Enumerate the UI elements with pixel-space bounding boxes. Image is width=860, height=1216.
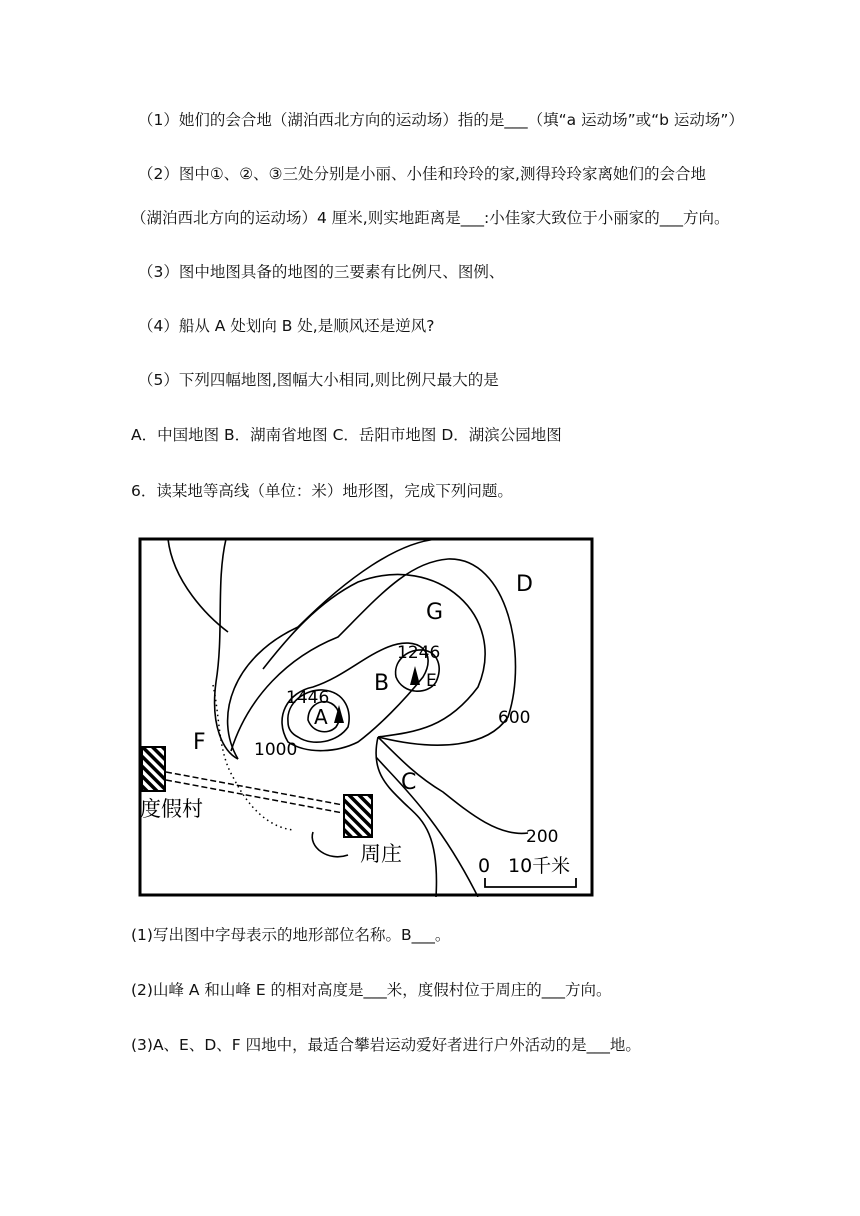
q6-sub3: (3)A、E、D、F 四地中，最适合攀岩运动爱好者进行户外活动的是___地。 <box>131 1036 641 1054</box>
label-e: E <box>426 671 437 691</box>
q5-sub2-line2: （湖泊西北方向的运动场）4 厘米,则实地距离是___:小佳家大致位于小丽家的___方向。 <box>131 209 730 227</box>
contour-label-200: 200 <box>526 827 559 847</box>
label-c: C <box>401 770 417 795</box>
place-label-resort: 度假村 <box>140 797 203 821</box>
label-f: F <box>193 730 206 755</box>
label-d: D <box>516 572 533 597</box>
contour-map <box>138 537 594 897</box>
q5-sub2-line1: （2）图中①、②、③三处分别是小丽、小佳和玲玲的家,测得玲玲家离她们的会合地 <box>138 165 706 183</box>
label-b: B <box>374 671 390 696</box>
contour-label-1446: 1446 <box>286 688 330 708</box>
q6-sub2: (2)山峰 A 和山峰 E 的相对高度是___米，度假村位于周庄的___方向。 <box>131 981 612 999</box>
scale-label-zero: 0 <box>478 855 491 877</box>
scale-label-distance: 10千米 <box>508 855 571 877</box>
contour-label-1000: 1000 <box>254 740 298 760</box>
q5-sub1: （1）她们的会合地（湖泊西北方向的运动场）指的是___（填“a 运动场”或“b 运动场”） <box>138 111 744 129</box>
q5-sub4: （4）船从 A 处划向 B 处,是顺风还是逆风? <box>138 317 435 335</box>
resort-village-symbol <box>142 747 165 791</box>
contour-label-600: 600 <box>498 708 531 728</box>
q6-sub1: (1)写出图中字母表示的地形部位名称。B___。 <box>131 926 451 944</box>
label-g: G <box>426 600 444 625</box>
q5-sub5: （5）下列四幅地图,图幅大小相同,则比例尺最大的是 <box>138 371 499 389</box>
place-label-zhouzhuang: 周庄 <box>360 842 402 866</box>
contour-label-1246: 1246 <box>397 643 441 663</box>
q5-sub3: （3）图中地图具备的地图的三要素有比例尺、图例、 <box>138 263 505 281</box>
label-a: A <box>314 705 328 729</box>
q6-stem: 6．读某地等高线（单位：米）地形图，完成下列问题。 <box>131 482 513 500</box>
q5-options: A．中国地图 B．湖南省地图 C．岳阳市地图 D．湖滨公园地图 <box>131 426 562 444</box>
zhouzhuang-village-symbol <box>344 795 372 837</box>
